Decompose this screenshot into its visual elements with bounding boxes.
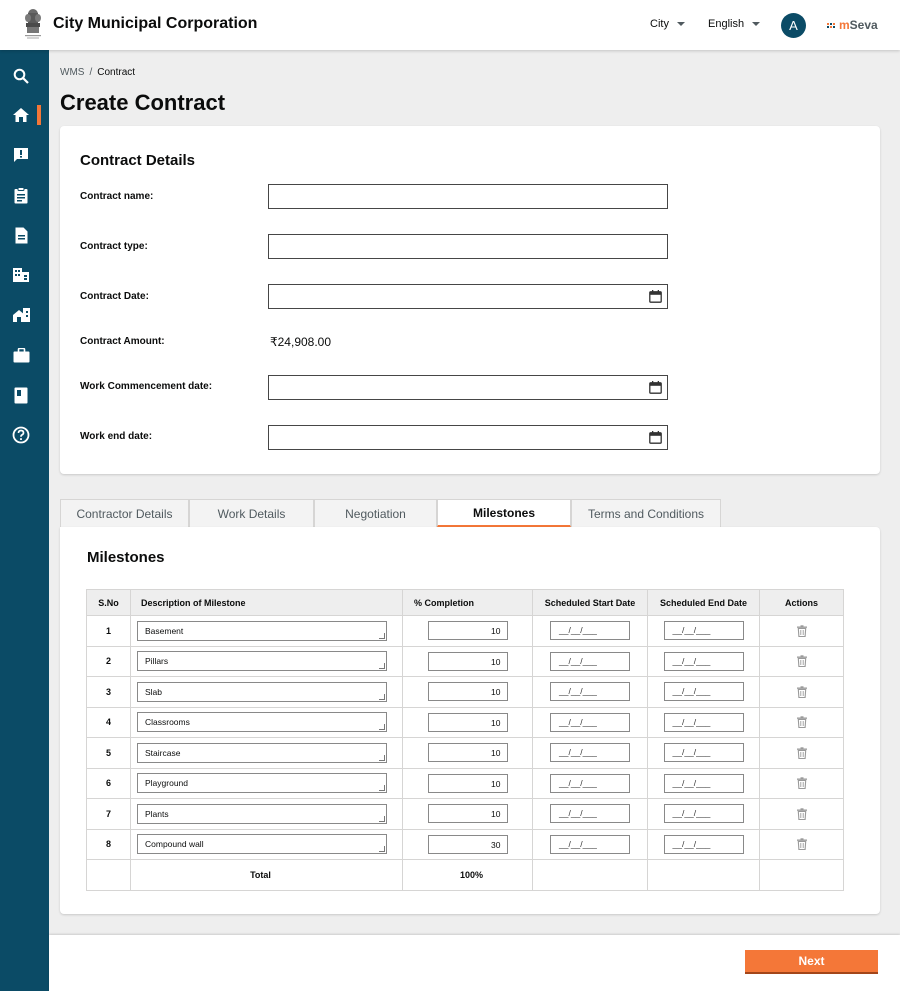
resize-handle-icon[interactable] [379,755,385,761]
row-completion-cell [403,616,533,647]
row-actions-cell [760,799,844,830]
building-icon[interactable] [11,265,31,285]
tab-bar [60,499,721,527]
column-header-start-date: Scheduled Start Date [533,590,648,616]
row-sno: 7 [87,799,131,830]
total-empty-cell [87,860,131,891]
milestone-description-text: Classrooms [145,717,190,728]
city-dropdown[interactable] [650,18,685,30]
total-empty-cell [760,860,844,891]
row-actions-cell [760,768,844,799]
milestone-description-input[interactable] [137,743,387,763]
calendar-icon[interactable] [649,290,662,303]
row-sno: 3 [87,677,131,708]
milestone-description-text: Basement [145,625,184,636]
row-sno: 8 [87,829,131,860]
column-header-description: Description of Milestone [131,590,403,616]
milestone-description-input[interactable] [137,682,387,702]
row-description-cell [131,829,403,860]
contract-details-title: Contract Details [80,152,196,169]
start-date-input[interactable]: __/__/___ [550,682,630,701]
start-date-input[interactable]: __/__/___ [550,713,630,732]
calendar-icon[interactable] [649,431,662,444]
state-emblem-icon [22,8,44,40]
start-date-input[interactable]: __/__/___ [550,652,630,671]
row-actions-cell [760,677,844,708]
page-title: Create Contract [60,90,226,115]
start-date-input[interactable]: __/__/___ [550,804,630,823]
delete-icon[interactable] [796,747,808,759]
clipboard-icon[interactable] [11,185,31,205]
row-description-cell [131,799,403,830]
row-start-date-cell [533,799,648,830]
row-start-date-cell [533,646,648,677]
resize-handle-icon[interactable] [379,846,385,852]
milestone-description-text: Pillars [145,656,169,667]
row-actions-cell [760,616,844,647]
row-sno: 4 [87,707,131,738]
end-date-input[interactable]: __/__/___ [664,621,744,640]
table-row [87,646,844,677]
row-description-cell [131,646,403,677]
briefcase-icon[interactable] [11,345,31,365]
chevron-down-icon [677,22,685,26]
table-row [87,768,844,799]
row-end-date-cell [648,738,760,769]
contract-amount-value: ₹24,908.00 [270,335,332,349]
row-actions-cell [760,707,844,738]
delete-icon[interactable] [796,808,808,820]
row-description-cell [131,616,403,647]
complaint-icon[interactable] [11,145,31,165]
milestone-description-input[interactable] [137,804,387,824]
delete-icon[interactable] [796,838,808,850]
chevron-down-icon [752,22,760,26]
mseva-logo-suffix: Seva [849,18,878,32]
end-date-input[interactable]: __/__/___ [664,835,744,854]
milestone-description-text: Staircase [145,747,181,758]
row-completion-cell [403,738,533,769]
row-completion-cell [403,768,533,799]
row-sno: 2 [87,646,131,677]
row-actions-cell [760,738,844,769]
end-date-input[interactable]: __/__/___ [664,652,744,671]
row-completion-cell [403,707,533,738]
row-start-date-cell [533,616,648,647]
breadcrumb-root-link[interactable]: WMS [60,67,85,78]
row-start-date-cell [533,829,648,860]
milestone-description-text: Slab [145,686,163,697]
delete-icon[interactable] [796,777,808,789]
work-end-label: Work end date: [80,431,153,442]
delete-icon[interactable] [796,625,808,637]
work-end-input[interactable] [268,425,668,450]
row-end-date-cell [648,799,760,830]
tab-milestones[interactable]: Milestones [437,499,571,527]
row-start-date-cell [533,738,648,769]
table-header-row [87,590,844,616]
language-dropdown[interactable] [708,18,760,30]
table-row [87,738,844,769]
contract-type-input[interactable] [268,234,668,259]
property-icon[interactable] [11,305,31,325]
end-date-input[interactable]: __/__/___ [664,804,744,823]
start-date-input[interactable]: __/__/___ [550,774,630,793]
row-description-cell [131,768,403,799]
column-header-completion: % Completion [403,590,533,616]
completion-input[interactable]: 10 [428,743,508,762]
total-label: Total [131,860,403,891]
end-date-input[interactable]: __/__/___ [664,713,744,732]
table-row [87,677,844,708]
start-date-input[interactable]: __/__/___ [550,743,630,762]
contract-amount-label: Contract Amount: [80,336,165,347]
resize-handle-icon[interactable] [379,724,385,730]
row-completion-cell [403,799,533,830]
book-icon[interactable] [11,385,31,405]
row-completion-cell [403,829,533,860]
completion-input[interactable]: 10 [428,652,508,671]
mseva-dots-icon [827,23,835,28]
tab-work-details[interactable]: Work Details [189,499,314,527]
app-title: City Municipal Corporation [53,15,258,32]
breadcrumb-current: Contract [97,67,136,78]
total-empty-cell [533,860,648,891]
resize-handle-icon[interactable] [379,785,385,791]
tab-negotiation[interactable]: Negotiation [314,499,437,527]
column-header-end-date: Scheduled End Date [648,590,760,616]
row-end-date-cell [648,616,760,647]
table-row [87,799,844,830]
language-dropdown-label: English [708,18,745,30]
milestone-description-input[interactable] [137,651,387,671]
completion-input[interactable]: 10 [428,682,508,701]
row-end-date-cell [648,646,760,677]
row-end-date-cell [648,768,760,799]
row-end-date-cell [648,829,760,860]
start-date-input[interactable]: __/__/___ [550,621,630,640]
row-sno: 6 [87,768,131,799]
total-value: 100% [403,860,533,891]
mseva-logo-text [839,18,878,32]
row-actions-cell [760,646,844,677]
end-date-input[interactable]: __/__/___ [664,774,744,793]
row-start-date-cell [533,707,648,738]
row-end-date-cell [648,707,760,738]
resize-handle-icon[interactable] [379,633,385,639]
contract-name-label: Contract name: [80,191,154,202]
home-icon[interactable] [11,105,31,125]
city-dropdown-label: City [650,18,669,30]
milestone-description-input[interactable] [137,834,387,854]
search-icon[interactable] [11,66,31,86]
row-sno: 5 [87,738,131,769]
avatar[interactable]: A [781,13,806,38]
end-date-input[interactable]: __/__/___ [664,743,744,762]
row-actions-cell [760,829,844,860]
completion-input[interactable]: 30 [428,835,508,854]
table-total-row [87,860,844,891]
active-indicator [37,105,41,125]
sidebar [0,50,49,991]
row-start-date-cell [533,677,648,708]
resize-handle-icon[interactable] [379,816,385,822]
milestone-description-text: Plants [145,808,169,819]
row-start-date-cell [533,768,648,799]
work-commencement-input[interactable] [268,375,668,400]
row-description-cell [131,677,403,708]
delete-icon[interactable] [796,716,808,728]
row-description-cell [131,738,403,769]
milestones-title: Milestones [87,549,165,566]
completion-input[interactable]: 10 [428,804,508,823]
row-sno: 1 [87,616,131,647]
table-row [87,616,844,647]
resize-handle-icon[interactable] [379,663,385,669]
top-bar [0,0,900,50]
milestone-description-input[interactable] [137,712,387,732]
contract-type-label: Contract type: [80,241,148,252]
column-header-actions: Actions [760,590,844,616]
calendar-icon[interactable] [649,381,662,394]
table-row [87,829,844,860]
tab-contractor-details[interactable]: Contractor Details [60,499,189,527]
completion-input[interactable]: 10 [428,774,508,793]
total-empty-cell [648,860,760,891]
table-row [87,707,844,738]
document-icon[interactable] [11,225,31,245]
mseva-logo [827,18,878,32]
milestone-description-input[interactable] [137,773,387,793]
row-completion-cell [403,677,533,708]
contract-date-label: Contract Date: [80,291,149,302]
resize-handle-icon[interactable] [379,694,385,700]
delete-icon[interactable] [796,686,808,698]
milestones-table [86,589,844,891]
next-button[interactable]: Next [745,950,878,974]
row-completion-cell [403,646,533,677]
breadcrumb-separator: / [89,67,93,78]
row-description-cell [131,707,403,738]
mseva-logo-prefix: m [839,18,850,32]
delete-icon[interactable] [796,655,808,667]
column-header-sno: S.No [87,590,131,616]
start-date-input[interactable]: __/__/___ [550,835,630,854]
contract-date-input[interactable] [268,284,668,309]
end-date-input[interactable]: __/__/___ [664,682,744,701]
tab-terms-and-conditions[interactable]: Terms and Conditions [571,499,721,527]
help-icon[interactable] [11,425,31,445]
work-commencement-label: Work Commencement date: [80,381,213,392]
milestone-description-input[interactable] [137,621,387,641]
contract-name-input[interactable] [268,184,668,209]
completion-input[interactable]: 10 [428,621,508,640]
milestone-description-text: Compound wall [145,839,204,850]
completion-input[interactable]: 10 [428,713,508,732]
milestone-description-text: Playground [145,778,189,789]
row-end-date-cell [648,677,760,708]
breadcrumb [60,67,135,78]
